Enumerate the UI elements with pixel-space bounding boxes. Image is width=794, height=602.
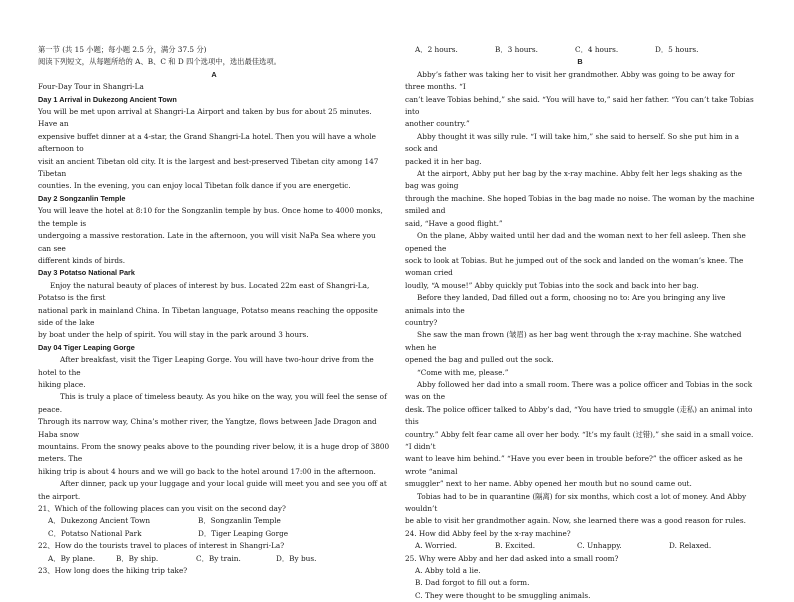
option-c: C. They were thought to be smuggling animals. (415, 590, 591, 600)
text-line: You will be met upon arrival at Shangri-La Airport and taken by bus for about 25 minutes. Have an (38, 107, 372, 129)
text-line: can’t leave Tobias behind,” she said. “You will have to,” said her father. “You can’t take Tobias into (405, 94, 754, 117)
text-line: On the plane, Abby waited until her dad and the woman next to her fell asleep. Then she opened the (405, 231, 746, 253)
text-line: said, “Have a good flight.” (405, 218, 503, 228)
option-d: D．5 hours. (655, 45, 699, 54)
text-line: This is truly a place of timeless beauty. As you hike on the way, you will feel the sense of peace. (38, 392, 387, 414)
text-line: At the airport, Abby put her bag by the x-ray machine. Abby felt her legs shaking as the bag was going (405, 169, 743, 191)
text-line: visit an ancient Tibetan old city. It is the largest and best-preserved Tibetan city among 147 Tibetan (38, 156, 379, 179)
option-a: A. Abby told a lie. (415, 566, 481, 576)
option-b: B．Songzanlin Temple (198, 516, 281, 526)
text-line: Enjoy the natural beauty of places of interest by bus. Located 22m east of Shangri-La, Potatso is the first (38, 280, 370, 303)
left-column (38, 44, 390, 577)
text-line: “Come with me, please.” (417, 367, 509, 377)
text-line: Through its narrow way, China’s mother river, the Yangtze, flows between Jade Dragon and Haba snow (38, 417, 377, 439)
text-line: by boat under the help of spirit. You will stay in the park around 3 hours. (38, 330, 309, 340)
text-line: Tobias had to be in quarantine (隔离) for six months, which cost a lot of money. And Abby wouldn’t (405, 491, 747, 514)
passage-label-b: B (577, 57, 583, 67)
text-line: another country.” (405, 119, 470, 129)
text-line: After breakfast, visit the Tiger Leaping Gorge. You will have two-hour drive from the hotel to the (38, 355, 374, 377)
text-line: smuggler” next to her name. Abby opened her mouth but no sound came out. (405, 479, 692, 489)
question-22-options (38, 553, 390, 565)
text-line: Before they landed, Dad filled out a form, choosing no to: Are you bringing any live animals into the (405, 293, 726, 315)
text-line: Abby’s father was taking her to visit her grandmother. Abby was going to be away for three months. “I (405, 69, 735, 92)
day3-heading: Day 3 Potatso National Park (38, 268, 135, 278)
option-b: B. Excited. (495, 541, 536, 551)
right-column (405, 44, 755, 602)
text-line: You will leave the hotel at 8:10 for the Songzanlin temple by bus. Once home to 4000 monks, the temple is (38, 206, 383, 228)
text-line: sock to look at Tobias. But he jumped out of the sock and landed on the woman’s knee. The woman cried (405, 255, 744, 278)
question-23: 23、How long does the hiking trip take? (38, 566, 188, 576)
text-line: different kinds of birds. (38, 255, 126, 265)
option-c: C．4 hours. (575, 45, 619, 54)
question-24-options (405, 540, 755, 552)
text-line: packed it in her bag. (405, 156, 482, 166)
text-line: hiking trip is about 4 hours and we will go back to the hotel around 17:00 in the afternoon. (38, 466, 376, 476)
option-d: D．Tiger Leaping Gorge (198, 528, 289, 538)
question-25: 25. Why were Abby and her dad asked into a small room? (405, 553, 619, 563)
option-b: B. Dad forgot to fill out a form. (415, 578, 530, 588)
text-line: counties. In the evening, you can enjoy local Tibetan folk dance if you are energetic. (38, 181, 351, 191)
option-c: C．By train. (196, 553, 241, 563)
option-d: D．By bus. (276, 553, 317, 563)
option-b: B．By ship. (116, 553, 159, 563)
text-line: hiking place. (38, 379, 86, 389)
text-line: Abby thought it was silly rule. “I will take him,” she said to herself. So she put him in a sock and (405, 131, 739, 154)
text-line: national park in mainland China. In Tibetan language, Potatso means reaching the opposite side of the lake (38, 305, 378, 327)
option-c: C. Unhappy. (577, 541, 622, 551)
day4-heading: Day 04 Tiger Leaping Gorge (38, 342, 135, 352)
option-c: C．Potatso National Park (48, 528, 142, 538)
option-b: B．3 hours. (495, 45, 538, 54)
option-d: D. Relaxed. (669, 541, 712, 551)
text-line: country? (405, 317, 438, 327)
text-line: want to leave him behind.” “Have you ever been in trouble before?” the officer asked as he wrote “animal (405, 454, 743, 476)
passage-title: Four-Day Tour in Shangri-La (38, 82, 144, 92)
text-line: country.” Abby felt fear came all over her body. “It’s my fault (过错),” she said in a small voice. “I didn’t (405, 429, 754, 451)
question-21: 21、Which of the following places can you visit on the second day? (38, 504, 286, 514)
passage-label-a: A (211, 69, 217, 79)
text-line: After dinner, pack up your luggage and your local guide will meet you and see you off at the airport. (38, 479, 387, 501)
option-a: A．Dukezong Ancient Town (48, 516, 151, 526)
day2-heading: Day 2 Songzanlin Temple (38, 193, 126, 203)
text-line: desk. The police officer talked to Abby’s dad, “You have tried to smuggle (走私) an animal into this (405, 404, 753, 427)
question-21-options (38, 515, 390, 540)
text-line: through the machine. She hoped Tobias in the bag made no noise. The woman by the machine smiled and (405, 193, 755, 216)
day1-heading: Day 1 Arrival in Dukezong Ancient Town (38, 94, 177, 104)
option-a: A．2 hours. (415, 45, 458, 54)
text-line: undergoing a massive restoration. Late in the afternoon, you will visit NaPa Sea where you can see (38, 231, 376, 253)
text-line: expensive buffet dinner at a 4-star, the Grand Shangri-La hotel. Then you will have a whole afternoon to (38, 131, 376, 154)
text-line: opened the bag and pulled out the sock. (405, 355, 554, 365)
question-22: 22、How do the tourists travel to places of interest in Shangri-La? (38, 541, 285, 551)
instructions: 阅读下列短文，从每题所给的 A、B、C 和 D 四个选项中，选出最佳选项。 (38, 57, 281, 67)
text-line: Abby followed her dad into a small room. There was a police officer and Tobias in the sock was on the (405, 379, 753, 402)
text-line: loudly, “A mouse!” Abby quickly put Tobias into the sock and back into her bag. (405, 280, 699, 290)
text-line: be able to visit her grandmother again. Now, she learned there was a good reason for rules. (405, 516, 746, 526)
option-a: A. Worried. (415, 541, 457, 551)
question-23-options (405, 44, 755, 56)
option-a: A．By plane. (48, 553, 96, 563)
text-line: She saw the man frown (皱眉) as her bag went through the x-ray machine. She watched when he (405, 330, 742, 352)
text-line: mountains. From the snowy peaks above to the pounding river below, it is a huge drop of 3800 meters. The (38, 442, 390, 464)
question-24: 24. How did Abby feel by the x-ray machine? (405, 528, 571, 538)
section-title: 第一节 (共 15 小题；每小题 2.5 分，满分 37.5 分) (38, 45, 207, 54)
